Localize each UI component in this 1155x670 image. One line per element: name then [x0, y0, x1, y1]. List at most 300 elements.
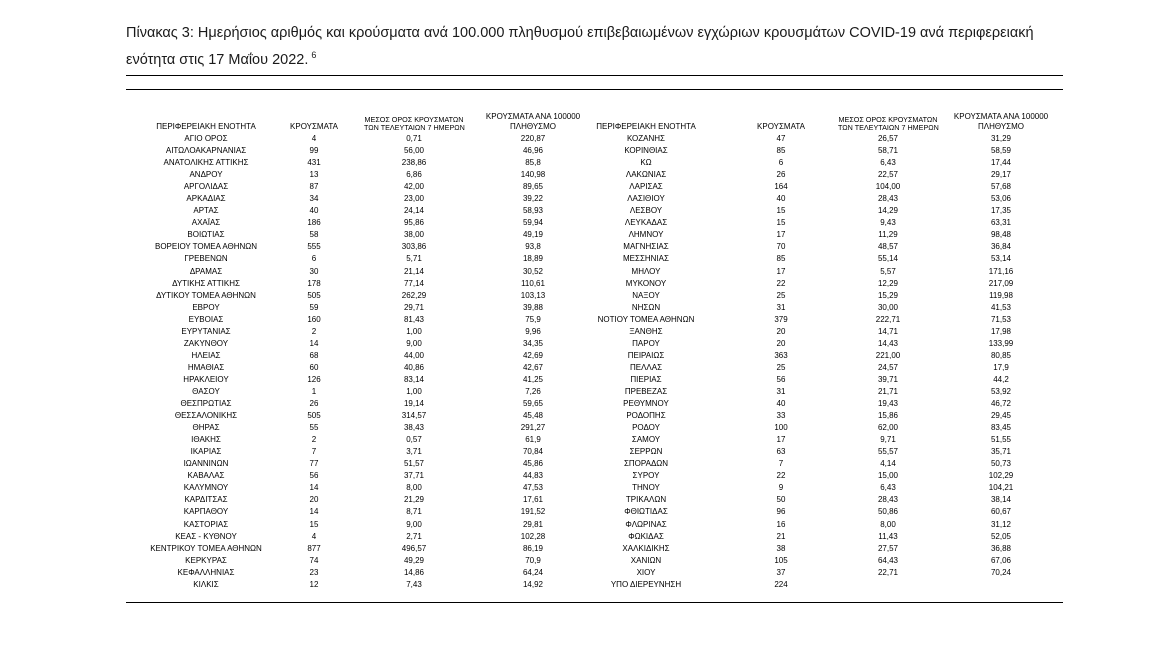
avg-cell: 3,71 [406, 447, 422, 457]
per100k-cell: 51,55 [990, 435, 1012, 445]
avg-cell: 48,57 [877, 242, 899, 252]
cases-cell: 4 [311, 531, 317, 541]
region-cell: ΑΝΑΤΟΛΙΚΗΣ ΑΤΤΙΚΗΣ [163, 158, 249, 168]
avg-cell: 28,43 [877, 194, 899, 204]
table-row [126, 253, 1063, 265]
per100k-cell: 45,48 [522, 411, 544, 421]
per100k-cell: 171,16 [988, 266, 1014, 276]
avg-cell: 23,00 [403, 194, 425, 204]
region-cell: ΚΕΝΤΡΙΚΟΥ ΤΟΜΕΑ ΑΘΗΝΩΝ [150, 543, 262, 553]
per100k-cell: 86,19 [522, 543, 544, 553]
cases-cell: 96 [776, 507, 786, 517]
cases-cell: 58 [309, 230, 319, 240]
avg-cell: 24,14 [403, 206, 425, 216]
cases-cell: 59 [309, 302, 319, 312]
region-cell: ΖΑΚΥΝΘΟΥ [183, 338, 229, 348]
header-per100k-left: ΚΡΟΥΣΜΑΤΑ ΑΝΑ 100000 ΠΛΗΘΥΣΜΟ [485, 112, 581, 131]
region-cell: ΛΗΜΝΟΥ [628, 230, 664, 240]
table-row [126, 506, 1063, 518]
cases-cell: 26 [776, 170, 786, 180]
avg-cell: 39,71 [877, 374, 899, 384]
per100k-cell: 38,14 [990, 495, 1012, 505]
avg-cell: 14,43 [877, 338, 899, 348]
per100k-cell: 102,29 [988, 471, 1014, 481]
region-cell: ΝΗΣΩΝ [631, 302, 661, 312]
avg-cell: 0,71 [406, 134, 422, 143]
cases-cell: 6 [778, 158, 784, 168]
per100k-cell: 35,71 [990, 447, 1012, 457]
cases-cell: 40 [309, 206, 319, 216]
table-row [126, 157, 1063, 169]
avg-cell: 38,43 [403, 423, 425, 433]
cases-cell: 40 [776, 399, 786, 409]
per100k-cell: 9,96 [525, 326, 541, 336]
per100k-cell: 119,98 [989, 290, 1013, 300]
avg-cell: 8,00 [406, 483, 422, 493]
avg-cell: 104,00 [875, 182, 901, 192]
per100k-cell: 58,93 [522, 206, 544, 216]
avg-cell: 55,57 [877, 447, 899, 457]
table-top-rule [126, 89, 1063, 90]
region-cell: ΔΥΤΙΚΟΥ ΤΟΜΕΑ ΑΘΗΝΩΝ [156, 290, 256, 300]
bottom-rule [126, 602, 1063, 603]
cases-cell: 7 [778, 459, 784, 469]
table-row [126, 314, 1063, 326]
per100k-cell: 191,52 [520, 507, 546, 517]
region-cell: ΕΒΡΟΥ [192, 302, 220, 312]
per100k-cell: 17,44 [990, 158, 1012, 168]
cases-cell: 126 [307, 374, 321, 384]
per100k-cell: 34,35 [522, 338, 544, 348]
avg-cell: 50,86 [877, 507, 899, 517]
cases-cell: 56 [309, 471, 319, 481]
cases-cell: 13 [309, 170, 319, 180]
region-cell: ΛΕΣΒΟΥ [629, 206, 663, 216]
region-cell: ΑΝΔΡΟΥ [189, 170, 223, 180]
table-row [126, 531, 1063, 543]
avg-cell: 1,00 [406, 326, 422, 336]
region-cell: ΧΙΟΥ [636, 567, 656, 577]
per100k-cell: 17,61 [522, 495, 544, 505]
cases-cell: 2 [311, 435, 317, 445]
per100k-cell: 61,9 [525, 435, 541, 445]
cases-cell: 224 [774, 579, 788, 589]
per100k-cell: 291,27 [520, 423, 546, 433]
region-cell: ΑΧΑΪΑΣ [191, 218, 221, 228]
per100k-cell: 89,65 [522, 182, 544, 192]
table-row [126, 241, 1063, 253]
cases-cell: 12 [309, 579, 319, 589]
per100k-cell: 39,88 [522, 302, 544, 312]
avg-cell: 58,71 [877, 146, 899, 156]
per100k-cell: 42,69 [522, 350, 544, 360]
table-row [126, 278, 1063, 290]
avg-cell: 238,86 [401, 158, 427, 168]
table-row [126, 422, 1063, 434]
cases-cell: 178 [307, 278, 321, 288]
caption-text: Πίνακας 3: Ημερήσιος αριθμός και κρούσματα ανά 100.000 πληθυσμού επιβεβαιωμένων εγχώριων κρουσμάτων COVID-19 ανά περιφερειακή ενότητα στις 17 Μαΐου 2022. [126, 25, 1034, 68]
per100k-cell: 70,9 [525, 555, 541, 565]
avg-cell: 1,00 [406, 386, 422, 396]
cases-cell: 9 [778, 483, 784, 493]
avg-cell: 9,43 [880, 218, 896, 228]
per100k-cell: 29,45 [990, 411, 1012, 421]
per100k-cell: 14,92 [522, 579, 544, 589]
per100k-cell: 42,67 [522, 362, 544, 372]
table-row [126, 543, 1063, 555]
cases-cell: 17 [776, 435, 786, 445]
per100k-cell: 80,85 [990, 350, 1012, 360]
cases-cell: 40 [776, 194, 786, 204]
per100k-cell: 7,26 [525, 386, 541, 396]
region-cell: ΚΑΣΤΟΡΙΑΣ [183, 519, 229, 529]
cases-cell: 363 [774, 350, 788, 360]
avg-cell: 262,29 [401, 290, 427, 300]
avg-cell: 81,43 [403, 314, 425, 324]
region-cell: ΘΑΣΟΥ [192, 386, 220, 396]
per100k-cell: 31,12 [990, 519, 1012, 529]
table-row [126, 374, 1063, 386]
avg-cell: 7,43 [406, 579, 422, 589]
cases-cell: 33 [776, 411, 786, 421]
region-cell: ΘΗΡΑΣ [192, 423, 220, 433]
avg-cell: 14,29 [877, 206, 899, 216]
cases-cell: 160 [307, 314, 321, 324]
avg-cell: 5,71 [406, 254, 422, 264]
cases-cell: 99 [309, 146, 319, 156]
avg-cell: 14,71 [877, 326, 899, 336]
avg-cell: 0,57 [406, 435, 422, 445]
per100k-cell: 220,87 [520, 134, 546, 143]
region-cell: ΗΡΑΚΛΕΙΟΥ [183, 374, 229, 384]
cases-cell: 2 [311, 326, 317, 336]
table-row [126, 494, 1063, 506]
table-caption [126, 22, 1066, 71]
avg-cell: 42,00 [403, 182, 425, 192]
table-row [126, 458, 1063, 470]
table-row [126, 567, 1063, 579]
region-cell: ΑΡΚΑΔΙΑΣ [186, 194, 226, 204]
table-row [126, 446, 1063, 458]
cases-cell: 22 [776, 471, 786, 481]
region-cell: ΛΕΥΚΑΔΑΣ [624, 218, 668, 228]
avg-cell: 9,71 [880, 435, 896, 445]
region-cell: ΙΘΑΚΗΣ [191, 435, 221, 445]
region-cell: ΣΑΜΟΥ [631, 435, 661, 445]
header-region-left: ΠΕΡΙΦΕΡΕΙΑΚΗ ΕΝΟΤΗΤΑ [156, 122, 256, 131]
region-cell: ΑΙΤΩΛΟΑΚΑΡΝΑΝΙΑΣ [165, 146, 247, 156]
avg-cell: 8,00 [880, 519, 896, 529]
region-cell: ΔΡΑΜΑΣ [189, 266, 223, 276]
per100k-cell: 103,13 [520, 290, 546, 300]
cases-cell: 56 [776, 374, 786, 384]
cases-cell: 14 [309, 507, 319, 517]
per100k-cell: 17,9 [993, 362, 1009, 372]
region-cell: ΧΑΛΚΙΔΙΚΗΣ [622, 543, 670, 553]
region-cell: ΚΑΡΠΑΘΟΥ [183, 507, 229, 517]
region-cell: ΕΥΒΟΙΑΣ [188, 314, 224, 324]
region-cell: ΣΠΟΡΑΔΩΝ [623, 459, 669, 469]
region-cell: ΠΡΕΒΕΖΑΣ [624, 386, 668, 396]
region-cell: ΠΕΛΛΑΣ [629, 362, 663, 372]
avg-cell: 77,14 [403, 278, 425, 288]
region-cell: ΥΠΟ ΔΙΕΡΕΥΝΗΣΗ [610, 579, 682, 589]
region-cell: ΡΕΘΥΜΝΟΥ [623, 399, 669, 409]
region-cell: ΑΡΓΟΛΙΔΑΣ [183, 182, 229, 192]
region-cell: ΗΜΑΘΙΑΣ [187, 362, 225, 372]
per100k-cell: 29,81 [522, 519, 544, 529]
region-cell: ΚΑΒΑΛΑΣ [187, 471, 225, 481]
table-row [126, 482, 1063, 494]
table-row [126, 266, 1063, 278]
per100k-cell: 59,65 [522, 399, 544, 409]
table-header [126, 108, 1063, 132]
cases-cell: 17 [776, 230, 786, 240]
table-row [126, 470, 1063, 482]
header-cases-left: ΚΡΟΥΣΜΑΤΑ [290, 122, 338, 131]
cases-cell: 555 [307, 242, 321, 252]
region-cell: ΔΥΤΙΚΗΣ ΑΤΤΙΚΗΣ [172, 278, 240, 288]
per100k-cell: 104,21 [988, 483, 1014, 493]
per100k-cell: 39,22 [522, 194, 544, 204]
avg-cell: 9,00 [406, 338, 422, 348]
per100k-cell: 47,53 [522, 483, 544, 493]
per100k-cell: 50,73 [990, 459, 1012, 469]
per100k-cell: 36,84 [990, 242, 1012, 252]
region-cell: ΛΑΚΩΝΙΑΣ [625, 170, 667, 180]
cases-cell: 20 [776, 326, 786, 336]
region-cell: ΠΙΕΡΙΑΣ [630, 374, 662, 384]
cases-cell: 15 [776, 206, 786, 216]
cases-cell: 15 [776, 218, 786, 228]
table-row [126, 205, 1063, 217]
avg-cell: 40,86 [403, 362, 425, 372]
cases-cell: 505 [307, 411, 321, 421]
cases-cell: 30 [309, 266, 319, 276]
cases-cell: 379 [774, 314, 788, 324]
per100k-cell: 46,96 [522, 146, 544, 156]
region-cell: ΒΟΡΕΙΟΥ ΤΟΜΕΑ ΑΘΗΝΩΝ [154, 242, 258, 252]
region-cell: ΞΑΝΘΗΣ [629, 326, 663, 336]
cases-cell: 68 [309, 350, 319, 360]
per100k-cell: 67,06 [990, 555, 1012, 565]
per100k-cell: 17,98 [990, 326, 1012, 336]
region-cell: ΤΗΝΟΥ [632, 483, 660, 493]
table-row [126, 519, 1063, 531]
cases-cell: 15 [309, 519, 319, 529]
avg-cell: 8,71 [406, 507, 422, 517]
cases-cell: 63 [776, 447, 786, 457]
per100k-cell: 49,19 [522, 230, 544, 240]
cases-cell: 431 [307, 158, 321, 168]
per100k-cell: 140,98 [520, 170, 546, 180]
region-cell: ΙΚΑΡΙΑΣ [190, 447, 222, 457]
cases-cell: 38 [776, 543, 786, 553]
table-row [126, 217, 1063, 229]
table-row [126, 386, 1063, 398]
table-row [126, 350, 1063, 362]
region-cell: ΦΛΩΡΙΝΑΣ [625, 519, 667, 529]
per100k-cell: 63,31 [990, 218, 1012, 228]
region-cell: ΚΕΑΣ - ΚΥΘΝΟΥ [175, 531, 237, 541]
region-cell: ΠΑΡΟΥ [632, 338, 660, 348]
per100k-cell: 18,89 [522, 254, 544, 264]
table-row [126, 326, 1063, 338]
region-cell: ΦΘΙΩΤΙΔΑΣ [624, 507, 668, 517]
avg-cell: 11,43 [878, 531, 898, 541]
per100k-cell: 64,24 [522, 567, 544, 577]
region-cell: ΚΟΡΙΝΘΙΑΣ [624, 146, 668, 156]
cases-cell: 47 [776, 134, 786, 143]
header-per100k-right: ΚΡΟΥΣΜΑΤΑ ΑΝΑ 100000 ΠΛΗΘΥΣΜΟ [953, 112, 1049, 131]
table-row [126, 302, 1063, 314]
table-row [126, 133, 1063, 145]
table-row [126, 579, 1063, 591]
avg-cell: 38,00 [403, 230, 425, 240]
cases-cell: 4 [311, 134, 317, 143]
avg-cell: 14,86 [403, 567, 425, 577]
avg-cell: 4,14 [880, 459, 896, 469]
avg-cell: 6,43 [880, 483, 896, 493]
region-cell: ΚΑΛΥΜΝΟΥ [183, 483, 229, 493]
per100k-cell: 53,14 [990, 254, 1012, 264]
cases-cell: 25 [776, 362, 786, 372]
per100k-cell: 93,8 [525, 242, 541, 252]
region-cell: ΒΟΙΩΤΙΑΣ [187, 230, 225, 240]
avg-cell: 24,57 [877, 362, 899, 372]
cases-cell: 21 [776, 531, 786, 541]
region-cell: ΝΑΞΟΥ [632, 290, 660, 300]
avg-cell: 19,43 [877, 399, 899, 409]
region-cell: ΚΕΡΚΥΡΑΣ [185, 555, 227, 565]
per100k-cell: 53,92 [990, 386, 1012, 396]
table-row [126, 410, 1063, 422]
cases-cell: 23 [309, 567, 319, 577]
avg-cell: 11,29 [878, 230, 898, 240]
cases-cell: 22 [776, 278, 786, 288]
table-row [126, 362, 1063, 374]
avg-cell: 27,57 [877, 543, 899, 553]
avg-cell: 222,71 [875, 314, 901, 324]
cases-cell: 100 [774, 423, 788, 433]
header-avg-right: ΜΕΣΟΣ ΟΡΟΣ ΚΡΟΥΣΜΑΤΩΝ ΤΩΝ ΤΕΛΕΥΤΑΙΩΝ 7 ΗΜΕΡΩΝ [838, 115, 939, 132]
region-cell: ΑΡΤΑΣ [193, 206, 219, 216]
cases-cell: 55 [309, 423, 319, 433]
avg-cell: 83,14 [403, 374, 425, 384]
avg-cell: 19,14 [403, 399, 425, 409]
table-row [126, 229, 1063, 241]
covid-table [126, 108, 1063, 591]
region-cell: ΜΗΛΟΥ [631, 266, 661, 276]
cases-cell: 85 [776, 146, 786, 156]
cases-cell: 87 [309, 182, 319, 192]
avg-cell: 49,29 [403, 555, 425, 565]
region-cell: ΚΙΛΚΙΣ [193, 579, 219, 589]
region-cell: ΣΥΡΟΥ [632, 471, 660, 481]
region-cell: ΝΟΤΙΟΥ ΤΟΜΕΑ ΑΘΗΝΩΝ [597, 314, 695, 324]
avg-cell: 21,14 [403, 266, 425, 276]
table-row [126, 398, 1063, 410]
cases-cell: 31 [776, 386, 786, 396]
per100k-cell: 52,05 [990, 531, 1012, 541]
table-row [126, 338, 1063, 350]
per100k-cell: 70,24 [990, 567, 1012, 577]
region-cell: ΚΟΖΑΝΗΣ [626, 134, 666, 143]
per100k-cell: 36,88 [990, 543, 1012, 553]
per100k-cell: 75,9 [525, 314, 541, 324]
per100k-cell: 46,72 [990, 399, 1012, 409]
avg-cell: 55,14 [877, 254, 899, 264]
table-body [126, 133, 1063, 591]
avg-cell: 9,00 [406, 519, 422, 529]
cases-cell: 85 [776, 254, 786, 264]
region-cell: ΡΟΔΟΠΗΣ [626, 411, 666, 421]
per100k-cell: 83,45 [990, 423, 1012, 433]
region-cell: ΛΑΣΙΘΙΟΥ [627, 194, 665, 204]
region-cell: ΡΟΔΟΥ [632, 423, 660, 433]
cases-cell: 1 [311, 386, 317, 396]
per100k-cell: 41,53 [990, 302, 1012, 312]
avg-cell: 221,00 [875, 350, 901, 360]
per100k-cell: 60,67 [990, 507, 1012, 517]
avg-cell: 21,29 [403, 495, 425, 505]
per100k-cell: 57,68 [990, 182, 1012, 192]
avg-cell: 30,00 [877, 302, 899, 312]
per100k-cell: 102,28 [520, 531, 546, 541]
avg-cell: 22,57 [877, 170, 899, 180]
cases-cell: 186 [307, 218, 321, 228]
region-cell: ΘΕΣΠΡΩΤΙΑΣ [180, 399, 232, 409]
table-row [126, 555, 1063, 567]
cases-cell: 105 [774, 555, 788, 565]
avg-cell: 303,86 [401, 242, 427, 252]
cases-cell: 7 [311, 447, 317, 457]
per100k-cell: 17,35 [990, 206, 1012, 216]
per100k-cell: 44,2 [993, 374, 1009, 384]
cases-cell: 164 [774, 182, 788, 192]
region-cell: ΓΡΕΒΕΝΩΝ [184, 254, 228, 264]
cases-cell: 17 [776, 266, 786, 276]
per100k-cell: 41,25 [522, 374, 544, 384]
avg-cell: 15,86 [877, 411, 899, 421]
avg-cell: 496,57 [401, 543, 427, 553]
cases-cell: 31 [776, 302, 786, 312]
cases-cell: 20 [776, 338, 786, 348]
cases-cell: 34 [309, 194, 319, 204]
per100k-cell: 98,48 [990, 230, 1012, 240]
cases-cell: 16 [776, 519, 786, 529]
avg-cell: 22,71 [877, 567, 899, 577]
avg-cell: 12,29 [877, 278, 899, 288]
cases-cell: 60 [309, 362, 319, 372]
region-cell: ΚΑΡΔΙΤΣΑΣ [184, 495, 228, 505]
avg-cell: 29,71 [403, 302, 425, 312]
per100k-cell: 53,06 [990, 194, 1012, 204]
per100k-cell: 58,59 [990, 146, 1012, 156]
per100k-cell: 217,09 [988, 278, 1014, 288]
header-avg-left: ΜΕΣΟΣ ΟΡΟΣ ΚΡΟΥΣΜΑΤΩΝ ΤΩΝ ΤΕΛΕΥΤΑΙΩΝ 7 ΗΜΕΡΩΝ [364, 115, 465, 132]
region-cell: ΧΑΝΙΩΝ [630, 555, 662, 565]
caption-footnote: 6 [311, 50, 317, 60]
region-cell: ΗΛΕΙΑΣ [191, 350, 221, 360]
cases-cell: 37 [776, 567, 786, 577]
per100k-cell: 110,61 [521, 278, 545, 288]
avg-cell: 44,00 [403, 350, 425, 360]
avg-cell: 2,71 [406, 531, 422, 541]
header-region-right: ΠΕΡΙΦΕΡΕΙΑΚΗ ΕΝΟΤΗΤΑ [596, 122, 696, 131]
avg-cell: 56,00 [403, 146, 425, 156]
per100k-cell: 85,8 [525, 158, 541, 168]
